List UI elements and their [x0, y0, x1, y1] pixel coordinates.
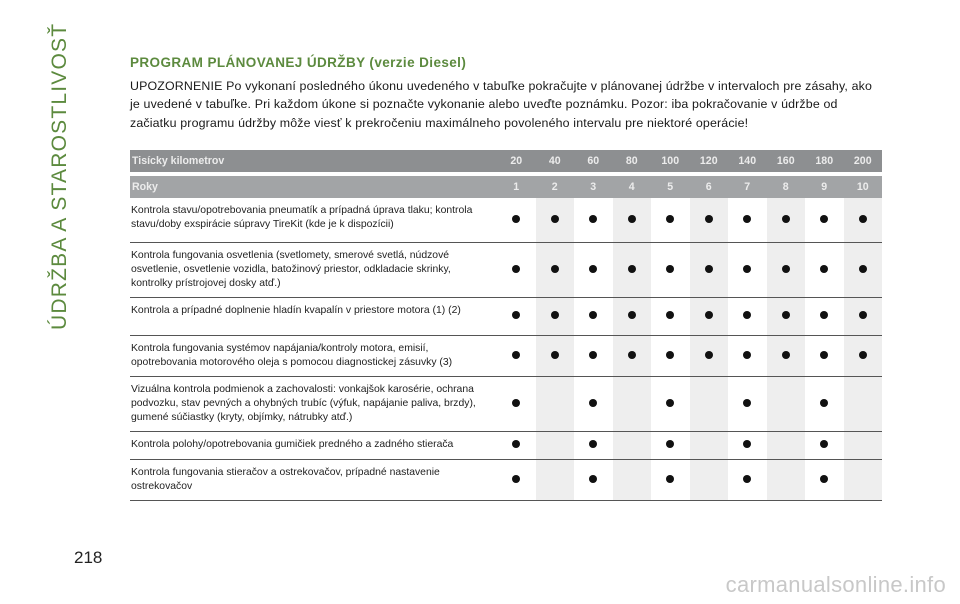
check-dot-icon — [589, 440, 597, 448]
table-row — [130, 297, 882, 335]
check-dot-icon — [589, 265, 597, 273]
interval-cell — [613, 198, 652, 242]
check-dot-icon — [820, 265, 828, 273]
interval-cell — [728, 198, 767, 242]
interval-cell — [651, 376, 690, 431]
km-value: 60 — [574, 150, 613, 172]
intro-paragraph: UPOZORNENIE Po vykonaní posledného úkonu uvedeného v tabuľke pokračujte v plánovanej údržbe v intervaloch pre zásahy, ako je uvedené v tabuľke. Pri každom úkone si poznačte vykonanie alebo uveďte poznámku. Pozor: iba pokračovanie v údržbe od začiatku programu údržby môže viesť k prekročeniu maximálneho povoleného intervalu pre niektoré operácie! — [130, 79, 872, 130]
table-row — [130, 198, 882, 242]
km-value: 120 — [690, 150, 729, 172]
table-row — [130, 376, 882, 431]
interval-cell — [574, 431, 613, 459]
interval-cell — [574, 335, 613, 376]
interval-cell — [651, 242, 690, 297]
check-dot-icon — [859, 351, 867, 359]
interval-cell — [574, 459, 613, 500]
watermark: carmanualsonline.info — [725, 572, 946, 597]
interval-cell — [651, 335, 690, 376]
interval-cell — [613, 297, 652, 335]
header-row-km — [130, 150, 882, 172]
interval-cell — [767, 335, 806, 376]
interval-cell — [767, 242, 806, 297]
check-dot-icon — [820, 440, 828, 448]
check-dot-icon — [743, 311, 751, 319]
check-dot-icon — [589, 399, 597, 407]
interval-cell — [497, 431, 536, 459]
check-dot-icon — [743, 215, 751, 223]
interval-cell — [497, 297, 536, 335]
check-dot-icon — [628, 265, 636, 273]
year-value: 6 — [690, 176, 729, 198]
table-body — [130, 198, 882, 500]
interval-cell — [651, 431, 690, 459]
check-dot-icon — [666, 475, 674, 483]
check-dot-icon — [512, 311, 520, 319]
interval-cell — [728, 459, 767, 500]
check-dot-icon — [589, 215, 597, 223]
task-description: Kontrola polohy/opotrebovania gumičiek predného a zadného stierača — [130, 431, 497, 459]
interval-cell — [805, 297, 844, 335]
check-dot-icon — [666, 351, 674, 359]
interval-cell — [690, 335, 729, 376]
interval-cell — [844, 431, 883, 459]
table-row — [130, 335, 882, 376]
interval-cell — [767, 198, 806, 242]
maintenance-table — [130, 150, 882, 501]
km-label: Tisícky kilometrov — [130, 150, 497, 172]
check-dot-icon — [551, 215, 559, 223]
check-dot-icon — [820, 311, 828, 319]
interval-cell — [844, 376, 883, 431]
check-dot-icon — [705, 311, 713, 319]
interval-cell — [844, 198, 883, 242]
interval-cell — [651, 297, 690, 335]
check-dot-icon — [743, 265, 751, 273]
check-dot-icon — [551, 311, 559, 319]
year-value: 1 — [497, 176, 536, 198]
interval-cell — [844, 335, 883, 376]
km-value: 200 — [844, 150, 883, 172]
check-dot-icon — [512, 215, 520, 223]
task-description: Kontrola fungovania systémov napájania/kontroly motora, emisií, opotrebovania motorového oleja s pomocou diagnostickej zásuvky (3) — [130, 335, 497, 376]
check-dot-icon — [512, 475, 520, 483]
check-dot-icon — [782, 265, 790, 273]
interval-cell — [574, 376, 613, 431]
interval-cell — [844, 459, 883, 500]
check-dot-icon — [512, 351, 520, 359]
interval-cell — [536, 376, 575, 431]
interval-cell — [728, 297, 767, 335]
interval-cell — [805, 431, 844, 459]
interval-cell — [574, 242, 613, 297]
check-dot-icon — [589, 351, 597, 359]
interval-cell — [690, 242, 729, 297]
check-dot-icon — [551, 265, 559, 273]
interval-cell — [767, 297, 806, 335]
year-value: 7 — [728, 176, 767, 198]
interval-cell — [690, 198, 729, 242]
interval-cell — [497, 198, 536, 242]
km-value: 80 — [613, 150, 652, 172]
year-value: 8 — [767, 176, 806, 198]
interval-cell — [536, 198, 575, 242]
interval-cell — [497, 335, 536, 376]
interval-cell — [613, 431, 652, 459]
interval-cell — [767, 376, 806, 431]
interval-cell — [651, 198, 690, 242]
table-row — [130, 459, 882, 500]
interval-cell — [536, 459, 575, 500]
task-description: Kontrola stavu/opotrebovania pneumatík a prípadná úprava tlaku; kontrola stavu/doby exspirácie súpravy TireKit (kde je k dispozícii) — [130, 198, 497, 242]
task-description: Vizuálna kontrola podmienok a zachovalosti: vonkajšok karosérie, ochrana podvozku, stav pevných a ohybných trubíc (výfuk, napájanie paliva, brzdy), gumené súčiastky (kryty, objímky, nátrubky atď.) — [130, 376, 497, 431]
interval-cell — [613, 459, 652, 500]
interval-cell — [805, 198, 844, 242]
year-value: 3 — [574, 176, 613, 198]
interval-cell — [805, 459, 844, 500]
check-dot-icon — [820, 351, 828, 359]
check-dot-icon — [782, 351, 790, 359]
km-value: 100 — [651, 150, 690, 172]
check-dot-icon — [782, 311, 790, 319]
km-value: 160 — [767, 150, 806, 172]
check-dot-icon — [666, 440, 674, 448]
check-dot-icon — [628, 351, 636, 359]
interval-cell — [536, 242, 575, 297]
check-dot-icon — [859, 265, 867, 273]
task-description: Kontrola a prípadné doplnenie hladín kvapalín v priestore motora (1) (2) — [130, 297, 497, 335]
check-dot-icon — [589, 475, 597, 483]
interval-cell — [805, 335, 844, 376]
check-dot-icon — [743, 351, 751, 359]
year-value: 4 — [613, 176, 652, 198]
interval-cell — [497, 242, 536, 297]
table-row — [130, 431, 882, 459]
interval-cell — [613, 376, 652, 431]
years-label: Roky — [130, 176, 497, 198]
year-value: 10 — [844, 176, 883, 198]
interval-cell — [728, 335, 767, 376]
check-dot-icon — [512, 440, 520, 448]
interval-cell — [690, 431, 729, 459]
check-dot-icon — [705, 265, 713, 273]
check-dot-icon — [628, 215, 636, 223]
page-number: 218 — [74, 548, 103, 567]
check-dot-icon — [666, 311, 674, 319]
year-value: 5 — [651, 176, 690, 198]
interval-cell — [844, 242, 883, 297]
interval-cell — [805, 242, 844, 297]
interval-cell — [536, 297, 575, 335]
check-dot-icon — [666, 265, 674, 273]
interval-cell — [728, 242, 767, 297]
check-dot-icon — [782, 215, 790, 223]
km-value: 20 — [497, 150, 536, 172]
task-description: Kontrola fungovania osvetlenia (svetlomety, smerové svetlá, núdzové osvetlenie, osvetlenie vozidla, batožinový priestor, odkladacie skrinky, kontrolky prístrojovej dosky atď.) — [130, 242, 497, 297]
table-row — [130, 242, 882, 297]
header-row-years — [130, 176, 882, 198]
interval-cell — [613, 335, 652, 376]
check-dot-icon — [705, 215, 713, 223]
check-dot-icon — [820, 475, 828, 483]
km-value: 40 — [536, 150, 575, 172]
check-dot-icon — [666, 215, 674, 223]
check-dot-icon — [743, 440, 751, 448]
side-section-title: ÚDRŽBA A STAROSTLIVOSŤ — [48, 22, 71, 330]
interval-cell — [767, 459, 806, 500]
interval-cell — [728, 431, 767, 459]
check-dot-icon — [512, 399, 520, 407]
year-value: 2 — [536, 176, 575, 198]
interval-cell — [690, 376, 729, 431]
km-value: 180 — [805, 150, 844, 172]
check-dot-icon — [743, 399, 751, 407]
interval-cell — [574, 297, 613, 335]
check-dot-icon — [820, 215, 828, 223]
interval-cell — [690, 297, 729, 335]
interval-cell — [574, 198, 613, 242]
interval-cell — [497, 376, 536, 431]
check-dot-icon — [512, 265, 520, 273]
check-dot-icon — [589, 311, 597, 319]
interval-cell — [805, 376, 844, 431]
interval-cell — [651, 459, 690, 500]
check-dot-icon — [859, 215, 867, 223]
interval-cell — [728, 376, 767, 431]
interval-cell — [497, 459, 536, 500]
check-dot-icon — [859, 311, 867, 319]
check-dot-icon — [820, 399, 828, 407]
check-dot-icon — [628, 311, 636, 319]
interval-cell — [536, 431, 575, 459]
page-heading: PROGRAM PLÁNOVANEJ ÚDRŽBY (verzie Diesel) — [130, 55, 467, 70]
interval-cell — [767, 431, 806, 459]
interval-cell — [844, 297, 883, 335]
interval-cell — [690, 459, 729, 500]
check-dot-icon — [743, 475, 751, 483]
interval-cell — [613, 242, 652, 297]
year-value: 9 — [805, 176, 844, 198]
task-description: Kontrola fungovania stieračov a ostrekovačov, prípadné nastavenie ostrekovačov — [130, 459, 497, 500]
check-dot-icon — [705, 351, 713, 359]
km-value: 140 — [728, 150, 767, 172]
check-dot-icon — [666, 399, 674, 407]
interval-cell — [536, 335, 575, 376]
check-dot-icon — [551, 351, 559, 359]
